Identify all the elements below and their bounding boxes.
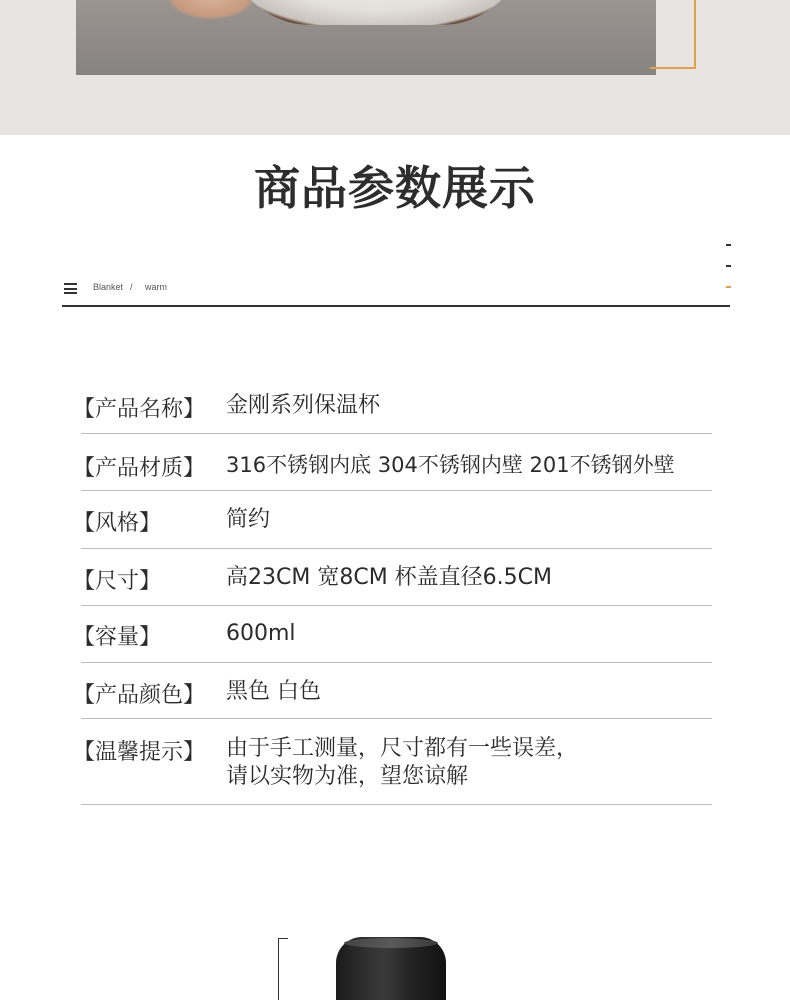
breadcrumb-item-warm[interactable]: warm [145, 282, 167, 292]
param-label: 【风格】 [73, 511, 162, 536]
photo-bowl [226, 0, 526, 25]
decorative-frame-line [694, 0, 696, 69]
param-label: 【产品名称】 [73, 397, 206, 422]
dash-2 [726, 265, 731, 267]
breadcrumb-item-blanket[interactable]: Blanket [93, 282, 124, 292]
param-value: 316不锈钢内底 304不锈钢内壁 201不锈钢外壁 [226, 453, 675, 477]
dash-1 [726, 244, 731, 246]
photo-hand [166, 0, 256, 20]
strip-divider [62, 305, 730, 307]
param-row-color [73, 663, 712, 719]
param-value: 金刚系列保温杯 [226, 393, 381, 418]
bottle-cap-top [344, 938, 438, 948]
param-row-material [73, 434, 712, 491]
param-row-notice [73, 719, 712, 805]
param-value: 简约 [226, 507, 271, 532]
param-row-capacity [73, 606, 712, 663]
param-value-line1: 由于手工测量，尺寸都有一些误差， [226, 736, 579, 761]
top-photo-band [0, 0, 790, 135]
param-row-name [73, 390, 712, 434]
breadcrumb-separator: / [130, 282, 133, 292]
param-row-size [73, 549, 712, 606]
param-value: 高23CM 宽8CM 杯盖直径6.5CM [226, 565, 552, 590]
product-photo [76, 0, 656, 75]
dash-3-accent [726, 286, 731, 288]
decorative-bracket [278, 938, 288, 1000]
param-value: 黑色 白色 [226, 679, 321, 704]
menu-icon[interactable] [64, 283, 77, 294]
decorative-frame-line-horizontal [650, 67, 696, 69]
param-value-line2: 请以实物为准，望您谅解 [226, 764, 469, 789]
param-label: 【产品材质】 [73, 456, 206, 481]
param-value: 600ml [226, 621, 296, 646]
param-label: 【容量】 [73, 625, 162, 650]
param-label: 【尺寸】 [73, 569, 162, 594]
product-bottle-image [336, 937, 446, 1000]
param-row-style [73, 491, 712, 549]
section-title: 商品参数展示 [254, 161, 536, 215]
param-label: 【温馨提示】 [73, 740, 206, 765]
param-label: 【产品颜色】 [73, 683, 206, 708]
